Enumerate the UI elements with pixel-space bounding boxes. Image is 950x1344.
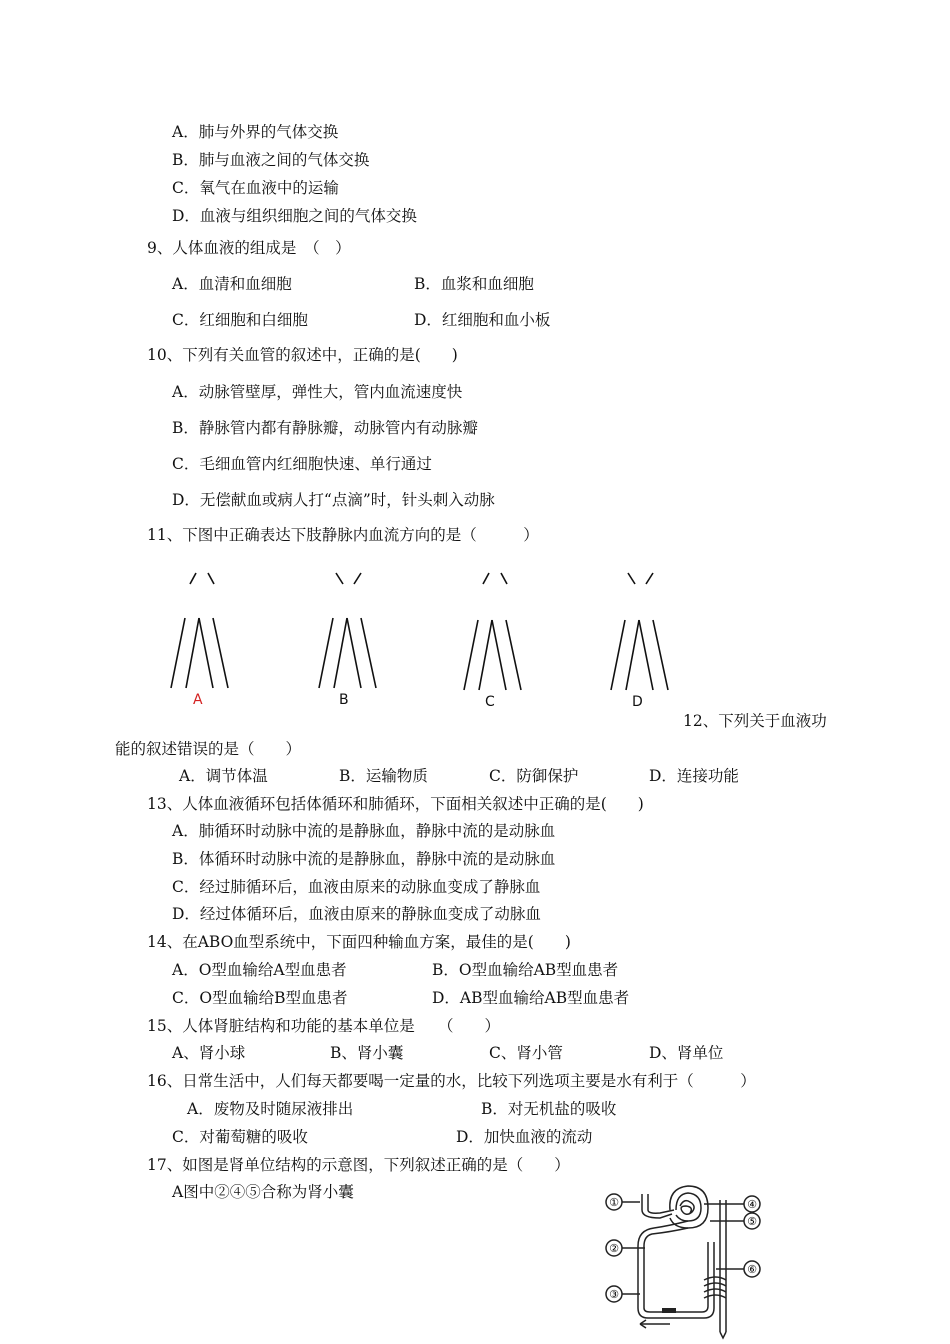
figure-label-b: B xyxy=(339,692,349,708)
q13-option-a: A．肺循环时动脉中流的是静脉血，静脉中流的是动脉血 xyxy=(172,822,556,840)
q14-stem: 14、在ABO血型系统中，下面四种输血方案，最佳的是( ) xyxy=(147,933,571,951)
q15-option-c: C、肾小管 xyxy=(489,1044,563,1062)
vein-diagram-b xyxy=(319,573,376,688)
callout-4-text: ④ xyxy=(747,1198,757,1211)
q13-option-c: C．经过肺循环后，血液由原来的动脉血变成了静脉血 xyxy=(172,878,541,896)
figure-label-c: C xyxy=(485,694,495,710)
q9-option-a: A．血清和血细胞 xyxy=(172,275,292,293)
callout-6-text: ⑥ xyxy=(747,1263,757,1276)
q10-option-a: A．动脉管壁厚，弹性大，管内血流速度快 xyxy=(172,383,463,401)
q13-stem: 13、人体血液循环包括体循环和肺循环，下面相关叙述中正确的是( ) xyxy=(147,795,644,813)
q13-option-b: B．体循环时动脉中流的是静脉血，静脉中流的是动脉血 xyxy=(172,850,556,868)
q15-stem: 15、人体肾脏结构和功能的基本单位是 （ ） xyxy=(147,1017,500,1035)
q12-option-d: D．连接功能 xyxy=(649,767,739,785)
callout-1-text: ① xyxy=(609,1196,619,1209)
q8-option-d: D．血液与组织细胞之间的气体交换 xyxy=(172,207,417,225)
q11-stem: 11、下图中正确表达下肢静脉内血流方向的是（ ） xyxy=(147,526,539,544)
q9-option-c: C．红细胞和白细胞 xyxy=(172,311,308,329)
q12-option-b: B．运输物质 xyxy=(339,767,428,785)
vein-diagram-a xyxy=(171,573,228,688)
q12-stem-part2: 能的叙述错误的是（ ） xyxy=(115,740,302,758)
q8-option-c: C．氧气在血液中的运输 xyxy=(172,179,339,197)
q16-option-c: C．对葡萄糖的吸收 xyxy=(172,1128,308,1146)
q13-option-d: D．经过体循环后，血液由原来的静脉血变成了动脉血 xyxy=(172,905,541,923)
q14-option-d: D．AB型血输给AB型血患者 xyxy=(432,989,630,1007)
vein-diagram-c xyxy=(464,573,521,690)
q14-option-c: C．O型血输给B型血患者 xyxy=(172,989,348,1007)
q15-option-d: D、肾单位 xyxy=(649,1044,724,1062)
q9-option-b: B．血浆和血细胞 xyxy=(414,275,534,293)
callout-5-text: ⑤ xyxy=(747,1215,757,1228)
q15-option-b: B、肾小囊 xyxy=(330,1044,404,1062)
q12-option-a: A．调节体温 xyxy=(179,767,268,785)
q10-option-c: C．毛细血管内红细胞快速、单行通过 xyxy=(172,455,432,473)
q16-option-d: D．加快血液的流动 xyxy=(456,1128,593,1146)
vein-diagram-d xyxy=(611,573,668,690)
q15-option-a: A、肾小球 xyxy=(172,1044,246,1062)
q16-stem: 16、日常生活中，人们每天都要喝一定量的水，比较下列选项主要是水有利于（ ） xyxy=(147,1072,756,1090)
q17-option-a: A图中②④⑤合称为肾小囊 xyxy=(172,1183,354,1201)
q17-stem: 17、如图是肾单位结构的示意图，下列叙述正确的是（ ） xyxy=(147,1156,570,1174)
q8-option-b: B．肺与血液之间的气体交换 xyxy=(172,151,370,169)
q12-stem-part1: 12、下列关于血液功 xyxy=(683,712,827,730)
nephron-diagram xyxy=(600,1180,770,1340)
q9-stem: 9、人体血液的组成是 （ ） xyxy=(147,239,351,257)
q10-option-d: D．无偿献血或病人打“点滴”时，针头刺入动脉 xyxy=(172,491,495,509)
q12-option-c: C．防御保护 xyxy=(489,767,579,785)
q10-stem: 10、下列有关血管的叙述中，正确的是( ) xyxy=(147,346,458,364)
figure-label-d: D xyxy=(632,694,643,710)
q9-option-d: D．红细胞和血小板 xyxy=(414,311,551,329)
q14-option-a: A．O型血输给A型血患者 xyxy=(172,961,347,979)
q14-option-b: B．O型血输给AB型血患者 xyxy=(432,961,619,979)
q16-option-a: A．废物及时随尿液排出 xyxy=(187,1100,354,1118)
figure-label-a: A xyxy=(193,692,203,708)
q10-option-b: B．静脉管内都有静脉瓣，动脉管内有动脉瓣 xyxy=(172,419,478,437)
q16-option-b: B．对无机盐的吸收 xyxy=(481,1100,617,1118)
q8-option-a: A．肺与外界的气体交换 xyxy=(172,123,339,141)
vessel-marker xyxy=(662,1308,676,1313)
callout-3-text: ③ xyxy=(609,1288,619,1301)
callout-2-text: ② xyxy=(609,1242,619,1255)
